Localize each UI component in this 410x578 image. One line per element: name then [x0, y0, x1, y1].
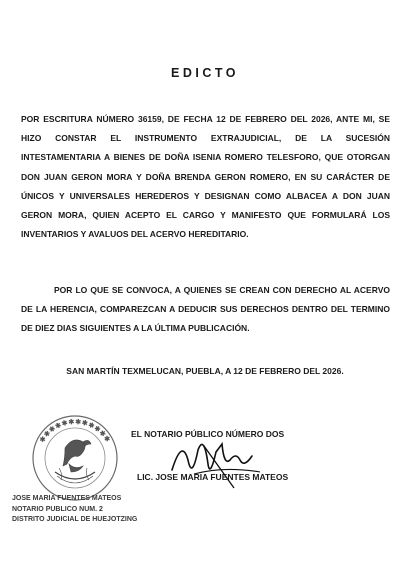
notary-name: LIC. JOSE MARIA FUENTES MATEOS	[137, 472, 289, 482]
notary-seal-icon	[25, 408, 125, 503]
seal-notary-number: NOTARIO PUBLICO NUM. 2	[12, 505, 103, 513]
paragraph-convocation-text: POR LO QUE SE CONVOCA, A QUIENES SE CREAN CON DERECHO AL ACERVO DE LA HERENCIA, COMPAREZCAN A DEDUCIR SUS DERECHOS DENTRO DEL TERMINO DE DIEZ DIAS SIGUIENTES A LA ÚLTIMA PUBLICACIÓN.	[21, 285, 390, 334]
seal-notary-name: JOSE MARIA FUENTES MATEOS	[12, 495, 122, 502]
seal-judicial-district: DISTRITO JUDICIAL DE HUEJOTZING	[12, 516, 138, 523]
notary-seal-text	[12, 494, 142, 526]
document-title: EDICTO	[171, 66, 239, 80]
paragraph-deed: POR ESCRITURA NÚMERO 36159, DE FECHA 12 DE FEBRERO DEL 2026, ANTE MI, SE HIZO CONSTAR EL INSTRUMENTO EXTRAJUDICIAL, DE LA SUCESIÓN INTESTAMENTARIA A BIENES DE DOÑA ISENIA ROMERO TELESFORO, QUE OTORGAN DON JUAN GERON MORA Y DOÑA BRENDA GERON ROMERO, EN SU CARÁCTER DE ÚNICOS Y UNIVERSALES HEREDEROS Y DESIGNAN COMO ALBACEA A DON JUAN GERON MORA, QUIEN ACEPTO EL CARGO Y MANIFESTO QUE FORMULARÁ LOS INVENTARIOS Y AVALUOS DEL ACERVO HEREDITARIO.	[21, 114, 390, 240]
svg-text:✱✱✱✱✱✱✱✱✱✱✱✱: ✱✱✱✱✱✱✱✱✱✱✱✱	[38, 418, 112, 445]
place-and-date: SAN MARTÍN TEXMELUCAN, PUEBLA, A 12 DE FEBRERO DEL 2026.	[66, 366, 344, 376]
paragraph-convocation	[21, 281, 390, 339]
notary-title: EL NOTARIO PÚBLICO NÚMERO DOS	[131, 429, 285, 439]
